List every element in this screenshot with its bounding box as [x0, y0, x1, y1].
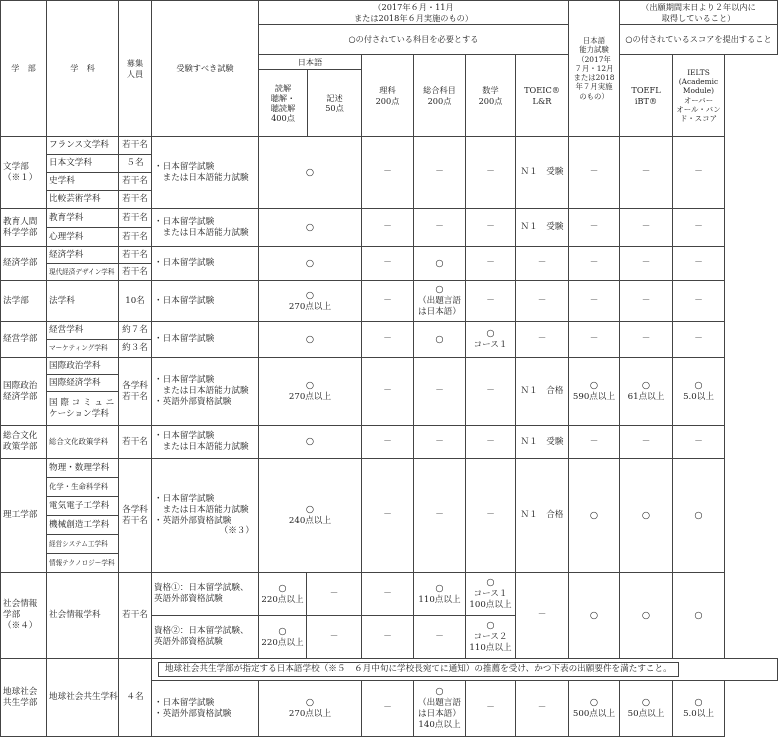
- toeic-cell: ○: [569, 459, 620, 573]
- major-label: 日本文学科: [47, 155, 119, 173]
- header-toefl: TOEFL iBT®: [620, 55, 673, 137]
- general-cell: －: [414, 209, 466, 247]
- math-cell: －: [466, 137, 516, 209]
- quota-value: 若干名: [119, 137, 152, 155]
- header-japanese-group: [259, 55, 362, 137]
- header-quota: 募集 人員: [119, 1, 152, 137]
- major-label: 化学・生命科学科: [47, 478, 119, 497]
- header-major: 学 科: [47, 1, 119, 137]
- jlpt-cell: －: [516, 322, 569, 358]
- header-read: 読解 聴解・ 聴読解 400点: [259, 70, 308, 136]
- read-cell: [259, 358, 362, 426]
- dept-econ: 経済学部: [1, 247, 47, 281]
- dept-glob: 地球社会 共生学部: [1, 659, 47, 737]
- quota-value: 約７名: [119, 322, 152, 340]
- major-label: マーケティング学科: [47, 340, 119, 358]
- math-cell: －: [466, 426, 516, 459]
- circle-mark: ○: [486, 328, 495, 340]
- major-label: フランス文学科: [47, 137, 119, 155]
- quota-value: 若干名: [119, 191, 152, 209]
- exam-cell: ・日本留学試験 または日本語能力試験 ・英語外部資格試験: [152, 358, 259, 426]
- quota-value: 若干名: [119, 209, 152, 228]
- math-cell: [466, 616, 516, 659]
- toeic-cell: [569, 358, 620, 426]
- science-cell: －: [362, 573, 414, 616]
- circle-mark: ○: [694, 697, 703, 709]
- major-label: 経営学科: [47, 322, 119, 340]
- major-label: 経済学科: [47, 247, 119, 264]
- circle-mark: ○: [435, 686, 444, 698]
- circle-mark: ○: [305, 504, 315, 516]
- math-course: コース２ 110点以上: [469, 632, 512, 653]
- science-cell: －: [362, 681, 414, 737]
- jlpt-cell: －: [516, 573, 569, 659]
- major-label: 教育学科: [47, 209, 119, 228]
- read-score: 220点以上: [261, 594, 304, 605]
- toeic-score: 500点以上: [572, 709, 616, 720]
- circle-mark: ○: [641, 697, 651, 709]
- toeic-cell: [569, 681, 620, 737]
- toeic-cell: －: [569, 247, 620, 281]
- science-cell: －: [362, 322, 414, 358]
- math-cell: －: [466, 459, 516, 573]
- toefl-cell: ○: [620, 459, 673, 573]
- exam-cell: ・日本留学試験 ・英語外部資格試験: [152, 681, 259, 737]
- exam-cell: ・日本留学試験: [152, 281, 259, 322]
- read-cell: ○: [259, 209, 362, 247]
- toeic-cell: ○: [569, 573, 620, 659]
- toeic-cell: －: [569, 426, 620, 459]
- ielts-cell: －: [673, 209, 725, 247]
- toefl-cell: －: [620, 137, 673, 209]
- major-label: 電気電子工学科: [47, 497, 119, 516]
- quota-value: 各学科 若干名: [119, 358, 152, 426]
- header-science: 理科 200点: [362, 55, 414, 137]
- math-cell: －: [466, 681, 516, 737]
- circle-mark: ○: [305, 380, 315, 392]
- ielts-score: 5.0以上: [683, 392, 714, 403]
- header-score-note: ○の付されているスコアを提出すること: [620, 25, 778, 55]
- dept-law: 法学部: [1, 281, 47, 322]
- header-math: 数学 200点: [466, 55, 516, 137]
- science-cell: －: [362, 426, 414, 459]
- read-score: 270点以上: [288, 709, 332, 720]
- major-label: 法学科: [47, 281, 119, 322]
- ielts-cell: ○: [673, 459, 725, 573]
- circle-mark: ○: [278, 582, 287, 594]
- toefl-cell: －: [620, 247, 673, 281]
- ielts-cell: －: [673, 281, 725, 322]
- major-label: 国 際 コ ミ ュ ニ ケーション学科: [47, 392, 119, 426]
- header-eju-note: ○の付されている科目を必要とする: [259, 25, 569, 55]
- math-cell: [466, 322, 516, 358]
- exam-note: （※３）: [219, 526, 254, 537]
- header-score-period: （出願期間末日より２年以内に 取得していること）: [620, 1, 778, 25]
- read-cell: ○: [259, 247, 362, 281]
- jlpt-cell: Ｎ１ 受験: [516, 209, 569, 247]
- write-cell: －: [307, 616, 362, 659]
- ielts-cell: ○: [673, 573, 725, 659]
- circle-mark: ○: [589, 697, 599, 709]
- header-write: 記述 50点: [325, 92, 344, 113]
- science-cell: －: [362, 137, 414, 209]
- ielts-cell: [673, 358, 725, 426]
- toefl-cell: －: [620, 209, 673, 247]
- ielts-cell: －: [673, 247, 725, 281]
- read-cell: [259, 681, 362, 737]
- science-cell: －: [362, 209, 414, 247]
- dept-biz: 経営学部: [1, 322, 47, 358]
- dept-soc: 社会情報 学部 （※４）: [1, 573, 47, 659]
- exam-cell: ・日本留学試験: [152, 322, 259, 358]
- jlpt-cell: Ｎ１ 合格: [516, 459, 569, 573]
- read-score: 270点以上: [288, 301, 332, 312]
- header-jlpt: 日本語 能力試験 （2017年 ７月・12月 または2018 年７月実施 のもの）: [569, 1, 620, 137]
- science-cell: －: [362, 281, 414, 322]
- toefl-cell: －: [620, 426, 673, 459]
- header-toeic: TOEIC® L&R: [516, 55, 569, 137]
- toefl-score: 61点以上: [627, 392, 665, 403]
- major-label: 総合文化政策学科: [47, 426, 119, 459]
- dept-edu: 教育人間 科学学部: [1, 209, 47, 247]
- general-cell: [414, 281, 466, 322]
- quota-value: 若干名: [119, 573, 152, 659]
- header-dept: 学 部: [1, 1, 47, 137]
- major-label: 国際経済学科: [47, 375, 119, 392]
- circle-mark: ○: [305, 289, 315, 301]
- read-cell: [259, 459, 362, 573]
- exam-cell: [152, 459, 259, 573]
- math-cell: －: [466, 358, 516, 426]
- general-cell: －: [414, 137, 466, 209]
- math-course: コース１ 100点以上: [469, 589, 512, 610]
- jlpt-cell: Ｎ１ 合格: [516, 358, 569, 426]
- ielts-score: 5.0以上: [683, 709, 714, 720]
- ielts-cell: －: [673, 322, 725, 358]
- quota-value: 各学科 若干名: [119, 459, 152, 573]
- toefl-cell: －: [620, 281, 673, 322]
- quota-value: 10名: [119, 281, 152, 322]
- quota-value: 約３名: [119, 340, 152, 358]
- exam-cell: ・日本留学試験: [152, 247, 259, 281]
- science-cell: －: [362, 358, 414, 426]
- toeic-score: 590点以上: [572, 392, 616, 403]
- header-japanese: 日本語: [259, 55, 361, 70]
- major-label: 機械創造工学科: [47, 516, 119, 535]
- exam-cell: ・日本留学試験 または日本語能力試験: [152, 209, 259, 247]
- read-cell: ○: [259, 137, 362, 209]
- major-label: 経営システム工学科: [47, 535, 119, 554]
- jlpt-cell: Ｎ１ 受験: [516, 426, 569, 459]
- math-course: コース１: [473, 340, 508, 351]
- dept-letters: 文学部 （※１）: [1, 137, 47, 209]
- quota-value: 若干名: [119, 426, 152, 459]
- exam-cell: ・日本留学試験 または日本語能力試験: [152, 137, 259, 209]
- ielts-cell: －: [673, 137, 725, 209]
- exam-text: ・日本留学試験 または日本語能力試験 ・英語外部資格試験: [154, 494, 249, 526]
- read-score: 270点以上: [288, 392, 332, 403]
- general-note: （出題言語 は日本語） 140点以上: [418, 698, 461, 730]
- ielts-cell: [673, 681, 725, 737]
- quota-value: ５名: [119, 155, 152, 173]
- read-score: 220点以上: [261, 637, 304, 648]
- jlpt-cell: －: [516, 281, 569, 322]
- general-cell: －: [414, 426, 466, 459]
- toeic-cell: －: [569, 209, 620, 247]
- toefl-cell: ○: [620, 573, 673, 659]
- exam-cell: 資格②：日本留学試験、 英語外部資格試験: [152, 616, 259, 659]
- general-cell: －: [414, 358, 466, 426]
- dept-sci: 理工学部: [1, 459, 47, 573]
- general-cell: [414, 573, 466, 616]
- general-note: （出題言語 は日本語）: [418, 296, 461, 317]
- circle-mark: ○: [641, 380, 651, 392]
- read-cell: ○: [259, 322, 362, 358]
- math-cell: －: [466, 209, 516, 247]
- ielts-cell: －: [673, 426, 725, 459]
- circle-mark: ○: [435, 582, 444, 594]
- circle-mark: ○: [694, 380, 703, 392]
- toefl-cell: [620, 358, 673, 426]
- general-cell: [414, 681, 466, 737]
- read-cell: [259, 573, 307, 616]
- header-general: 総合科目 200点: [414, 55, 466, 137]
- exam-cell: 資格①：日本留学試験、 英語外部資格試験: [152, 573, 259, 616]
- read-score: 240点以上: [288, 516, 332, 527]
- jlpt-cell: －: [516, 681, 569, 737]
- major-label: 地球社会共生学科: [47, 659, 119, 737]
- major-label: 心理学科: [47, 228, 119, 247]
- quota-value: 若干名: [119, 247, 152, 264]
- toefl-cell: －: [620, 322, 673, 358]
- general-cell: －: [414, 616, 466, 659]
- science-cell: －: [362, 459, 414, 573]
- jlpt-cell: Ｎ１ 受験: [516, 137, 569, 209]
- major-label: 比較芸術学科: [47, 191, 119, 209]
- read-cell: [259, 616, 307, 659]
- math-cell: [466, 573, 516, 616]
- science-cell: －: [362, 247, 414, 281]
- math-cell: －: [466, 247, 516, 281]
- header-eju-period: （2017年６月・11月 または2018年６月実施のもの）: [259, 1, 569, 25]
- toefl-cell: [620, 681, 673, 737]
- quota-value: 若干名: [119, 264, 152, 281]
- glob-note: [152, 659, 778, 681]
- general-cell: －: [414, 459, 466, 573]
- major-label: 現代経済デザイン学科: [47, 264, 119, 281]
- major-label: 情報テクノロジー学科: [47, 554, 119, 573]
- general-score: 110点以上: [418, 594, 461, 605]
- major-label: 物理・数理学科: [47, 459, 119, 478]
- jlpt-cell: －: [516, 247, 569, 281]
- major-label: 史学科: [47, 173, 119, 191]
- read-cell: ○: [259, 426, 362, 459]
- quota-value: 若干名: [119, 228, 152, 247]
- dept-cult: 総合文化 政策学部: [1, 426, 47, 459]
- write-cell: －: [307, 573, 362, 616]
- exam-cell: ・日本留学試験 または日本語能力試験: [152, 426, 259, 459]
- general-cell: ○: [414, 322, 466, 358]
- science-cell: －: [362, 616, 414, 659]
- dept-intl: 国際政治 経済学部: [1, 358, 47, 426]
- header-exam: 受験すべき試験: [152, 1, 259, 137]
- circle-mark: ○: [305, 697, 315, 709]
- read-cell: [259, 281, 362, 322]
- circle-mark: ○: [589, 380, 599, 392]
- math-cell: －: [466, 281, 516, 322]
- major-label: 社会情報学科: [47, 573, 119, 659]
- circle-mark: ○: [486, 620, 495, 632]
- toeic-cell: －: [569, 137, 620, 209]
- major-label: 国際政治学科: [47, 358, 119, 375]
- quota-value: ４名: [119, 659, 152, 737]
- general-cell: ○: [414, 247, 466, 281]
- toefl-score: 50点以上: [627, 709, 665, 720]
- circle-mark: ○: [486, 577, 495, 589]
- header-ielts: IELTS (Academic Module) オーバー オール・バン ド・スコア: [673, 55, 725, 137]
- circle-mark: ○: [278, 625, 287, 637]
- toeic-cell: －: [569, 281, 620, 322]
- glob-note-text: 地球社会共生学部が指定する日本語学校（※５ ６月中旬に学校長宛てに通知）の推薦を受け、かつ下表の出願要件を満たすこと。: [158, 662, 679, 677]
- quota-value: 若干名: [119, 173, 152, 191]
- circle-mark: ○: [435, 284, 444, 296]
- toeic-cell: －: [569, 322, 620, 358]
